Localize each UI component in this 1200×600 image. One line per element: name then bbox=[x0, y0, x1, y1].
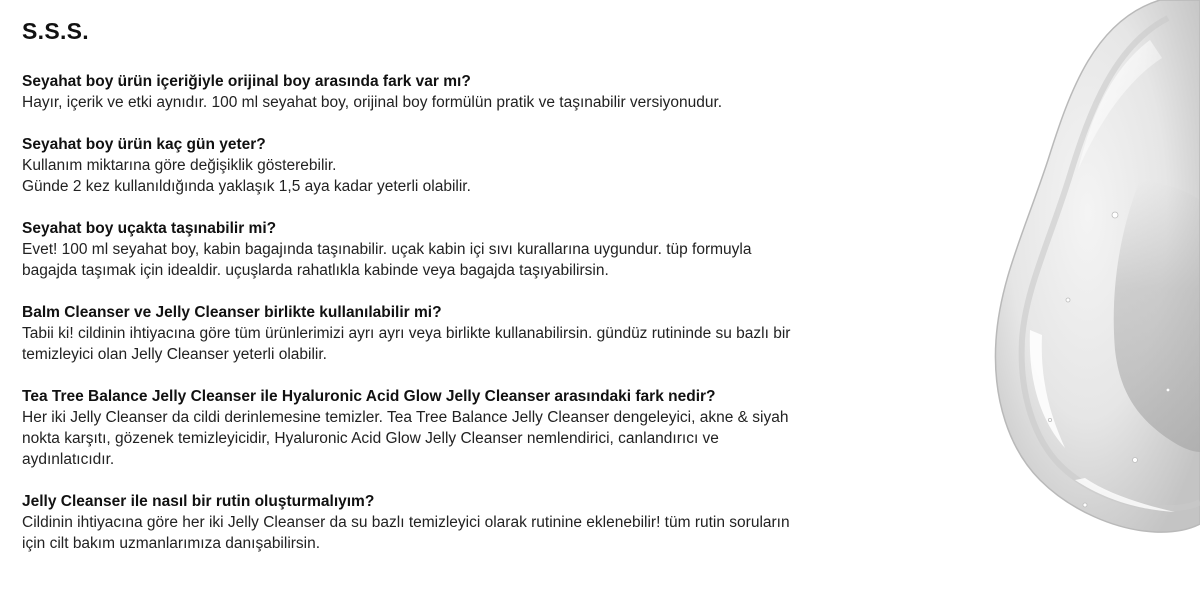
faq-answer bbox=[22, 323, 892, 365]
faq-item bbox=[22, 218, 892, 281]
page-title: S.S.S. bbox=[22, 18, 89, 44]
faq-question: Jelly Cleanser ile nasıl bir rutin oluşturmalıyım? bbox=[22, 493, 375, 510]
faq-item bbox=[22, 71, 892, 113]
faq-item bbox=[22, 302, 892, 365]
answer-line: Günde 2 kez kullanıldığında yaklaşık 1,5 aya kadar yeterli olabilir. bbox=[22, 178, 471, 195]
answer-line: aydınlatıcıdır. bbox=[22, 451, 115, 468]
faq-answer bbox=[22, 407, 892, 470]
faq-question: Tea Tree Balance Jelly Cleanser ile Hyaluronic Acid Glow Jelly Cleanser arasındaki fark nedir? bbox=[22, 388, 716, 405]
faq-question: Seyahat boy ürün kaç gün yeter? bbox=[22, 136, 266, 153]
answer-line: Evet! 100 ml seyahat boy, kabin bagajında taşınabilir. uçak kabin içi sıvı kurallarına uygundur. tüp formuyla bbox=[22, 241, 752, 258]
gel-texture-image bbox=[900, 0, 1200, 600]
answer-line: Kullanım miktarına göre değişiklik gösterebilir. bbox=[22, 157, 337, 174]
answer-line: Tabii ki! cildinin ihtiyacına göre tüm ürünlerimizi ayrı ayrı veya birlikte kullanabilirsin. gündüz rutininde su bazlı bir bbox=[22, 325, 791, 342]
faq-section bbox=[22, 18, 892, 575]
faq-answer bbox=[22, 239, 892, 281]
faq-answer bbox=[22, 155, 892, 197]
faq-item bbox=[22, 134, 892, 197]
answer-line: Hayır, içerik ve etki aynıdır. 100 ml seyahat boy, orijinal boy formülün pratik ve taşınabilir versiyonudur. bbox=[22, 94, 723, 111]
faq-question: Seyahat boy uçakta taşınabilir mi? bbox=[22, 220, 277, 237]
faq-question: Seyahat boy ürün içeriğiyle orijinal boy arasında fark var mı? bbox=[22, 73, 471, 90]
answer-line: Her iki Jelly Cleanser da cildi derinlemesine temizler. Tea Tree Balance Jelly Cleanser dengeleyici, akne & siyah bbox=[22, 409, 789, 426]
answer-line: için cilt bakım uzmanlarımıza danışabilirsin. bbox=[22, 535, 321, 552]
faq-item bbox=[22, 386, 892, 470]
answer-line: bagajda taşımak için idealdir. uçuşlarda rahatlıkla kabinde veya bagajda taşıyabilirsin. bbox=[22, 262, 609, 279]
faq-answer bbox=[22, 92, 892, 113]
faq-answer bbox=[22, 512, 892, 554]
faq-question: Balm Cleanser ve Jelly Cleanser birlikte kullanılabilir mi? bbox=[22, 304, 442, 321]
answer-line: nokta karşıtı, gözenek temizleyicidir, Hyaluronic Acid Glow Jelly Cleanser nemlendirici, canlandırıcı ve bbox=[22, 430, 719, 447]
answer-line: temizleyici olan Jelly Cleanser yeterli olabilir. bbox=[22, 346, 327, 363]
answer-line: Cildinin ihtiyacına göre her iki Jelly Cleanser da su bazlı temizleyici olarak rutinine eklenebilir! tüm rutin soruların bbox=[22, 514, 790, 531]
faq-item bbox=[22, 491, 892, 554]
